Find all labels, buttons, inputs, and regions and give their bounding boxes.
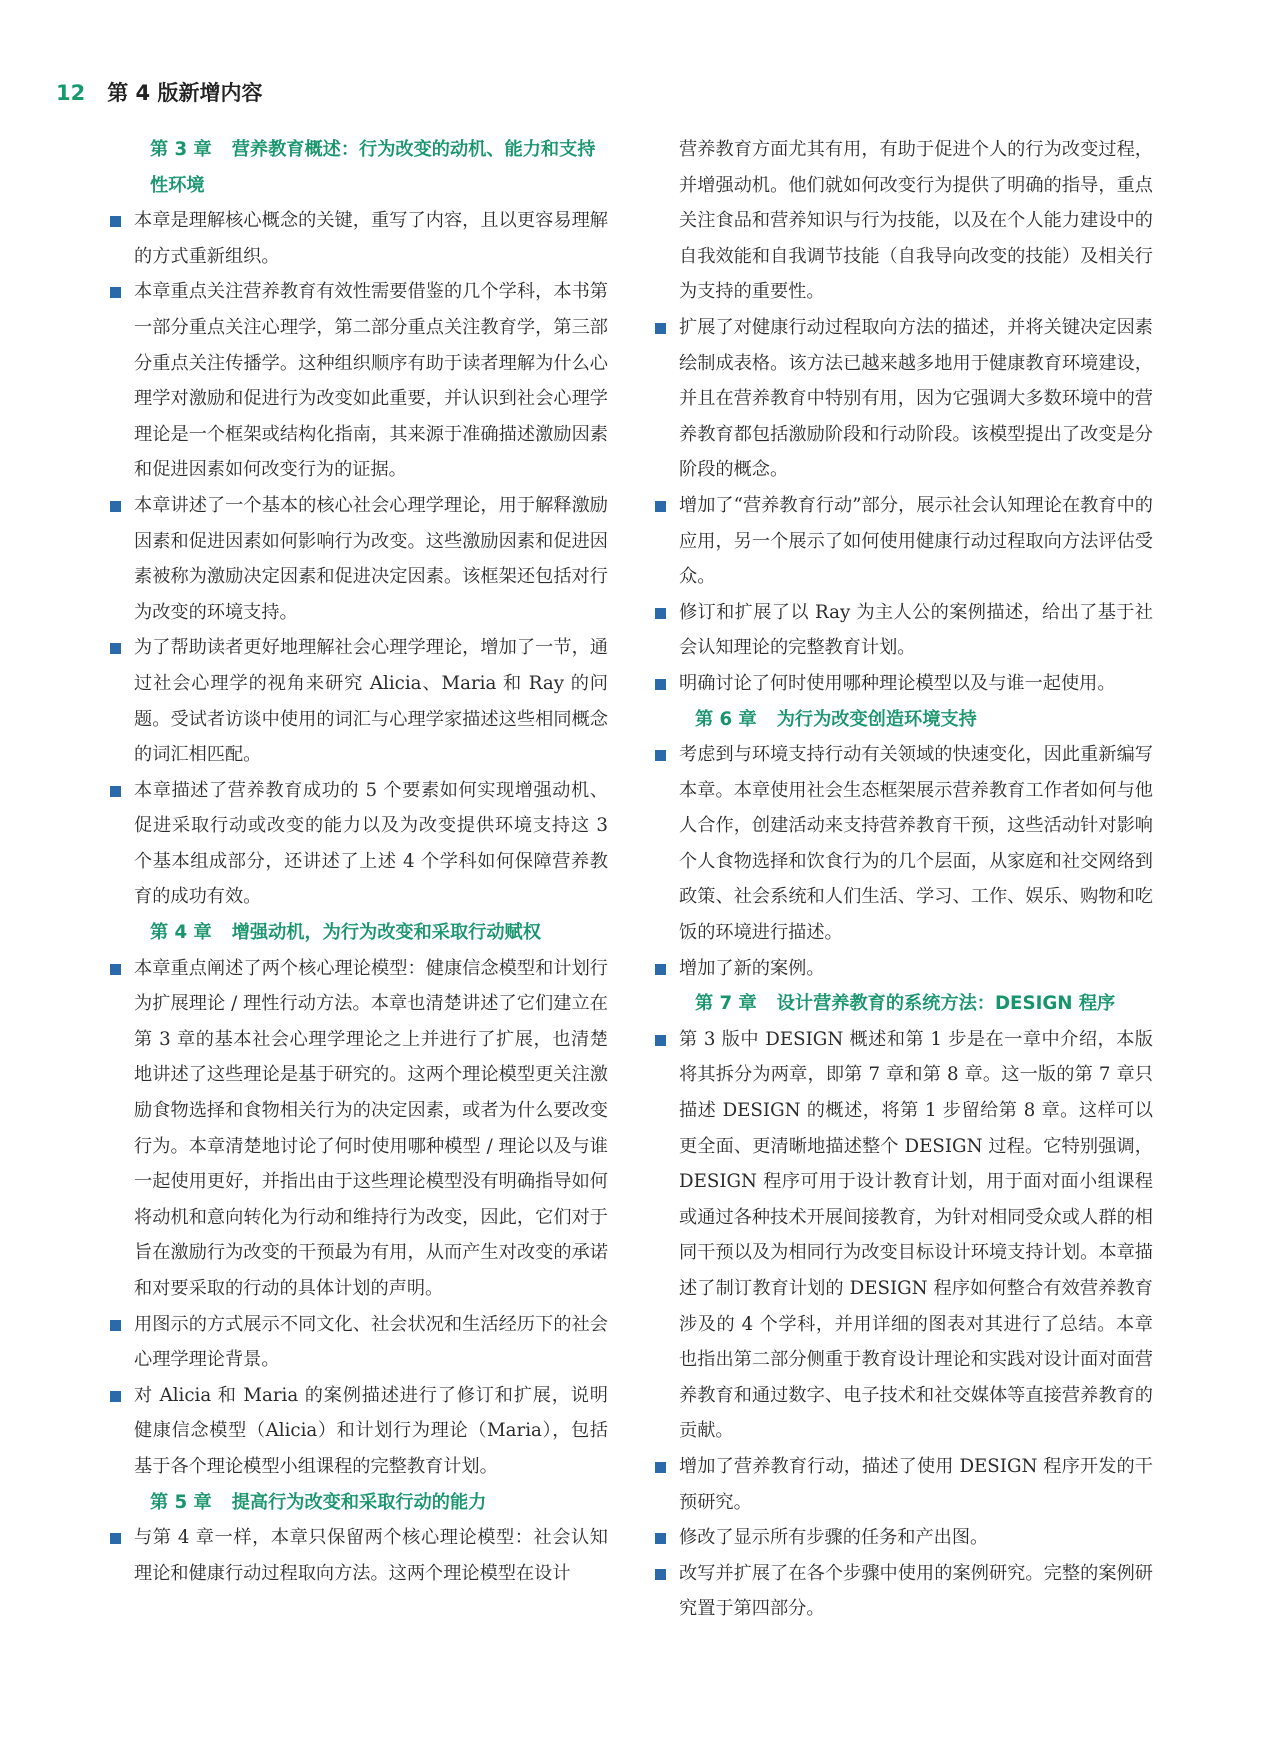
bullet-text: 与第 4 章一样，本章只保留两个核心理论模型：社会认知理论和健康行动过程取向方法。这两个理论模型在设计 <box>134 1527 608 1584</box>
bullet-item <box>655 666 1153 702</box>
page-number: 12 <box>56 81 86 105</box>
right-column <box>655 132 1153 1627</box>
left-column <box>110 132 608 1591</box>
chapter-heading <box>655 986 1153 1022</box>
chapter-title: 增强动机，为行为改变和采取行动赋权 <box>231 922 541 944</box>
bullet-item <box>110 1378 608 1485</box>
bullet-text: 增加了“营养教育行动”部分，展示社会认知理论在教育中的应用，另一个展示了如何使用健康行动过程取向方法评估受众。 <box>679 494 1153 588</box>
chapter-title: 营养教育概述：行为改变的动机、能力和支持性环境 <box>150 139 596 196</box>
bullet-item <box>110 1307 608 1378</box>
bullet-text: 扩展了对健康行动过程取向方法的描述，并将关键决定因素绘制成表格。该方法已越来越多地用于健康教育环境建设，并且在营养教育中特别有用，因为它强调大多数环境中的营养教育都包括激励阶段和行动阶段。该模型提出了改变是分阶段的概念。 <box>679 316 1153 481</box>
square-bullet-icon <box>110 287 121 298</box>
bullet-text: 本章重点关注营养教育有效性需要借鉴的几个学科，本书第一部分重点关注心理学，第二部分重点关注教育学，第三部分重点关注传播学。这种组织顺序有助于读者理解为什么心理学对激励和促进行为改变如此重要，并认识到社会心理学理论是一个框架或结构化指南，其来源于准确描述激励因素和促进因素如何改变行为的证据。 <box>134 281 608 481</box>
bullet-text: 明确讨论了何时使用哪种理论模型以及与谁一起使用。 <box>679 672 1116 694</box>
bullet-item <box>655 488 1153 595</box>
bullet-item <box>655 595 1153 666</box>
chapter-title: 提高行为改变和采取行动的能力 <box>231 1491 487 1513</box>
bullet-item <box>655 1449 1153 1520</box>
square-bullet-icon <box>110 964 121 975</box>
bullet-item <box>655 1556 1153 1627</box>
bullet-text: 修订和扩展了以 Ray 为主人公的案例描述，给出了基于社会认知理论的完整教育计划。 <box>679 601 1153 659</box>
square-bullet-icon <box>655 1569 666 1580</box>
bullet-item <box>110 773 608 915</box>
bullet-item <box>655 737 1153 951</box>
bullet-item <box>655 1520 1153 1556</box>
chapter-number: 第 5 章 <box>150 1491 212 1513</box>
bullet-text: 修改了显示所有步骤的任务和产出图。 <box>679 1527 989 1549</box>
continued-paragraph <box>655 132 1153 310</box>
square-bullet-icon <box>655 608 666 619</box>
page-header <box>56 80 262 106</box>
bullet-item <box>655 310 1153 488</box>
square-bullet-icon <box>110 643 121 654</box>
bullet-text: 本章讲述了一个基本的核心社会心理学理论，用于解释激励因素和促进因素如何影响行为改变。这些激励因素和促进因素被称为激励决定因素和促进决定因素。该框架还包括对行为改变的环境支持。 <box>134 494 608 623</box>
chapter-heading <box>110 1485 608 1521</box>
square-bullet-icon <box>110 786 121 797</box>
square-bullet-icon <box>110 501 121 512</box>
bullet-text: 对 Alicia 和 Maria 的案例描述进行了修订和扩展，说明健康信念模型（Alicia）和计划行为理论（Maria），包括基于各个理论模型小组课程的完整教育计划。 <box>134 1384 608 1477</box>
square-bullet-icon <box>655 1035 666 1046</box>
bullet-item <box>110 951 608 1307</box>
square-bullet-icon <box>110 1391 121 1402</box>
bullet-item <box>110 1520 608 1591</box>
bullet-text: 为了帮助读者更好地理解社会心理学理论，增加了一节，通过社会心理学的视角来研究 Alicia、Maria 和 Ray 的问题。受试者访谈中使用的词汇与心理学家描述这些相同概念的词汇相匹配。 <box>134 637 608 766</box>
chapter-title: 为行为改变创造环境支持 <box>776 708 977 730</box>
bullet-item <box>110 630 608 772</box>
chapter-number: 第 3 章 <box>150 139 212 160</box>
bullet-text: 增加了新的案例。 <box>679 957 825 979</box>
bullet-text: 本章描述了营养教育成功的 5 个要素如何实现增强动机、促进采取行动或改变的能力以及为改变提供环境支持这 3 个基本组成部分，还讲述了上述 4 个学科如何保障营养教育的成功有效。 <box>134 779 608 908</box>
bullet-text: 用图示的方式展示不同文化、社会状况和生活经历下的社会心理学理论背景。 <box>134 1313 608 1371</box>
square-bullet-icon <box>655 323 666 334</box>
chapter-heading <box>110 132 608 203</box>
square-bullet-icon <box>655 964 666 975</box>
chapter-heading <box>110 915 608 951</box>
square-bullet-icon <box>110 216 121 227</box>
square-bullet-icon <box>655 501 666 512</box>
square-bullet-icon <box>655 1462 666 1473</box>
chapter-heading <box>655 702 1153 738</box>
bullet-text: 第 3 版中 DESIGN 概述和第 1 步是在一章中介绍，本版将其拆分为两章，即第 7 章和第 8 章。这一版的第 7 章只描述 DESIGN 的概述，将第 1 步留给第 8 章。这样可以更全面、更清晰地描述整个 DESIGN 过程。它特别强调，DESIGN 程序可用于设计教育计划，用于面对面小组课程或通过各种技术开展间接教育，为针对相同受众或人群的相同干预以及为相同行为改变目标设计环境支持计划。本章描述了制订教育计划的 DESIGN 程序如何整合有效营养教育涉及的 4 个学科，并用详细的图表对其进行了总结。本章也指出第二部分侧重于教育设计理论和实践对设计面对面营养教育和通过数字、电子技术和社交媒体等直接营养教育的贡献。 <box>679 1028 1153 1442</box>
chapter-title: 设计营养教育的系统方法：DESIGN 程序 <box>776 993 1116 1015</box>
bullet-item <box>110 203 608 274</box>
square-bullet-icon <box>110 1320 121 1331</box>
chapter-number: 第 4 章 <box>150 922 212 944</box>
bullet-item <box>655 951 1153 987</box>
bullet-item <box>110 274 608 488</box>
square-bullet-icon <box>655 750 666 761</box>
square-bullet-icon <box>655 1533 666 1544</box>
square-bullet-icon <box>655 679 666 690</box>
page-title: 第 4 版新增内容 <box>107 81 263 105</box>
chapter-number: 第 7 章 <box>695 993 757 1015</box>
paragraph-text: 营养教育方面尤其有用，有助于促进个人的行为改变过程，并增强动机。他们就如何改变行为提供了明确的指导，重点关注食品和营养知识与行为技能，以及在个人能力建设中的自我效能和自我调节技能（自我导向改变的技能）及相关行为支持的重要性。 <box>679 139 1153 303</box>
bullet-text: 考虑到与环境支持行动有关领域的快速变化，因此重新编写本章。本章使用社会生态框架展示营养教育工作者如何与他人合作，创建活动来支持营养教育干预，这些活动针对影响个人食物选择和饮食行为的几个层面，从家庭和社交网络到政策、社会系统和人们生活、学习、工作、娱乐、购物和吃饭的环境进行描述。 <box>679 744 1153 944</box>
chapter-number: 第 6 章 <box>695 708 757 730</box>
square-bullet-icon <box>110 1533 121 1544</box>
bullet-item <box>110 488 608 630</box>
bullet-text: 增加了营养教育行动，描述了使用 DESIGN 程序开发的干预研究。 <box>679 1455 1153 1513</box>
bullet-text: 本章重点阐述了两个核心理论模型：健康信念模型和计划行为扩展理论 / 理性行动方法。本章也清楚讲述了它们建立在第 3 章的基本社会心理学理论之上并进行了扩展，也清楚地讲述了这些理论是基于研究的。这两个理论模型更关注激励食物选择和食物相关行为的决定因素，或者为什么要改变行为。本章清楚地讨论了何时使用哪种模型 / 理论以及与谁一起使用更好，并指出由于这些理论模型没有明确指导如何将动机和意向转化为行动和维持行为改变，因此，它们对于旨在激励行为改变的干预最为有用，从而产生对改变的承诺和对要采取的行动的具体计划的声明。 <box>134 957 608 1299</box>
bullet-text: 改写并扩展了在各个步骤中使用的案例研究。完整的案例研究置于第四部分。 <box>679 1562 1153 1620</box>
bullet-item <box>655 1022 1153 1449</box>
bullet-text: 本章是理解核心概念的关键，重写了内容，且以更容易理解的方式重新组织。 <box>134 210 608 267</box>
